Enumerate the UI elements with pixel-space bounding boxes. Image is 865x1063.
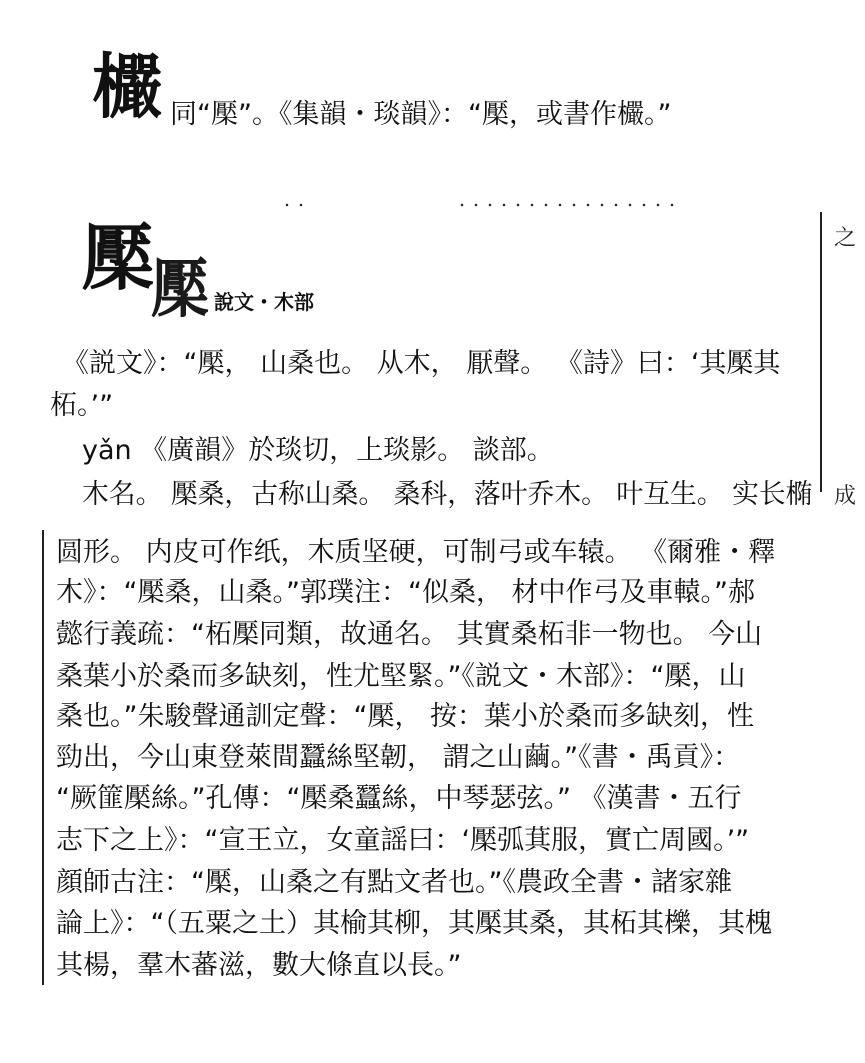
edge-glyph-bottom: 成: [834, 484, 857, 509]
text-line-14: 論上》：“（五粟之土）其榆其柳，其檿其桑，其柘其櫟，其槐: [56, 908, 772, 939]
text-line-13: 顔師古注：“檿，山桑之有點文者也。”《農政全書・諸家雜: [56, 867, 732, 898]
text-line-6: 木》：“檿桑，山桑。”郭璞注：“似桑， 材中作弓及車轅。”郝: [56, 577, 756, 608]
headword-1: 欕: [92, 45, 156, 128]
text-line-2: 柘。’”: [50, 390, 114, 421]
text-line-4: 木名。 檿桑，古称山桑。 桑科，落叶乔木。 叶互生。 实长椭: [82, 479, 813, 510]
text-line-11: “厥篚檿絲。”孔傳：“檿桑蠶絲，中琴瑟弦。” 《漢書・五行: [56, 783, 742, 814]
text-line-1: 《説文》：“檿， 山桑也。 从木， 厭聲。 《詩》曰：‘其檿其: [62, 348, 781, 379]
definition-1: 同“檿”。《集韻・琰韻》：“檿，或書作欕。”: [170, 99, 672, 130]
text-line-9: 桑也。”朱駿聲通訓定聲：“檿， 按：葉小於桑而多缺刻，性: [56, 701, 755, 732]
seal-source-label: 說文・木部: [214, 290, 314, 314]
headword-2: 檿: [82, 215, 155, 300]
column-rule-right: [820, 212, 822, 492]
text-line-12: 志下之上》：“宣王立，女童謡曰：‘檿弧萁服，實亡周國。’”: [56, 825, 750, 856]
text-line-5: 圆形。 内皮可作纸，木质坚硬，可制弓或车辕。 《爾雅・釋: [56, 537, 776, 568]
column-rule-left: [42, 530, 44, 985]
text-line-15: 其楊，羣木蕃滋，數大條直以長。”: [56, 950, 462, 981]
text-line-7: 懿行義疏：“柘檿同類，故通名。 其實桑柘非一物也。 今山: [56, 619, 763, 650]
pronunciation-line: yǎn 《廣韻》於琰切，上琰影。 談部。: [82, 435, 554, 466]
edge-glyph-top: 之: [834, 226, 857, 251]
seal-script-glyph: 檿: [151, 252, 209, 327]
separator-dots-a: [280, 203, 310, 207]
text-line-8: 桑葉小於桑而多缺刻，性尤堅緊。”《説文・木部》：“檿，山: [56, 661, 746, 692]
text-line-10: 勁出，今山東登萊間蠶絲堅韌， 謂之山繭。”《書・禹貢》：: [56, 742, 741, 773]
separator-dots-b: [455, 203, 675, 207]
